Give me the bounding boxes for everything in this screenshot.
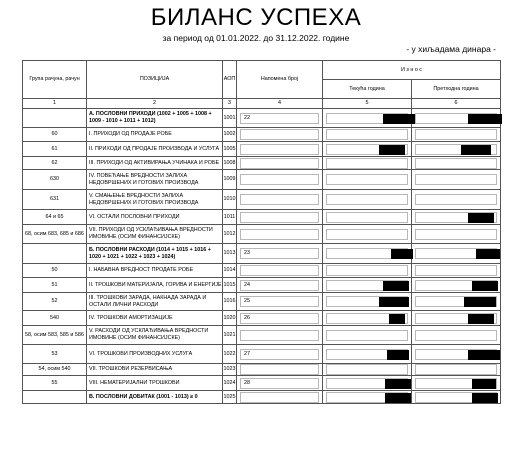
aop-cell: 1021	[223, 326, 237, 345]
account-group-cell: 60	[23, 128, 87, 142]
position-cell: А. ПОСЛОВНИ ПРИХОДИ (1002 + 1005 + 1008 + 1009 - 1010 + 1011 + 1012)	[87, 109, 223, 128]
note-cell	[237, 345, 323, 364]
current-year-field[interactable]	[326, 280, 408, 291]
previous-year-field[interactable]	[415, 144, 497, 155]
column-number: 1	[23, 99, 87, 109]
aop-cell: 1008	[223, 157, 237, 170]
current-year-field[interactable]	[326, 378, 408, 389]
redaction-block	[468, 213, 494, 223]
current-year-cell	[323, 391, 412, 404]
position-cell: V. РАСХОДИ ОД УСКЛАЂИВАЊА ВРЕДНОСТИ ИМОВИНЕ (ОСИМ ФИНАНСИЈСКЕ)	[87, 326, 223, 345]
redaction-block	[464, 297, 496, 307]
account-group-cell: 50	[23, 264, 87, 278]
note-number: 24	[244, 281, 250, 288]
position-cell: Б. ПОСЛОВНИ РАСХОДИ (1014 + 1015 + 1016 + 1020 + 1021 + 1022 + 1023 + 1024)	[87, 244, 223, 264]
note-cell	[237, 142, 323, 157]
position-cell: II. ТРОШКОВИ МАТЕРИЈАЛА, ГОРИВА И ЕНЕРГИЈЕ	[87, 278, 223, 293]
aop-cell: 1005	[223, 142, 237, 157]
note-field[interactable]	[240, 296, 319, 307]
position-cell: VI. ОСТАЛИ ПОСЛОВНИ ПРИХОДИ	[87, 210, 223, 225]
table-row	[23, 311, 501, 326]
note-field[interactable]	[240, 280, 319, 291]
aop-cell: 1009	[223, 170, 237, 190]
current-year-field[interactable]	[326, 229, 408, 240]
previous-year-field[interactable]	[415, 265, 497, 276]
position-cell: I. НАБАВНА ВРЕДНОСТ ПРОДАТЕ РОБЕ	[87, 264, 223, 278]
account-group-cell: 54, осим 540	[23, 364, 87, 376]
previous-year-cell	[412, 128, 501, 142]
account-group-cell: 68, осим 683, 685 и 686	[23, 225, 87, 244]
account-group-cell	[23, 391, 87, 404]
note-field[interactable]	[240, 129, 319, 140]
previous-year-cell	[412, 170, 501, 190]
header-previous-year: Претходна година	[412, 80, 501, 99]
position-cell: В. ПОСЛОВНИ ДОБИТАК (1001 - 1013) ≥ 0	[87, 391, 223, 404]
current-year-cell	[323, 293, 412, 311]
redaction-block	[383, 114, 415, 124]
current-year-field[interactable]	[326, 194, 408, 205]
previous-year-cell	[412, 157, 501, 170]
redaction-block	[391, 249, 413, 259]
current-year-field[interactable]	[326, 265, 408, 276]
previous-year-cell	[412, 391, 501, 404]
aop-cell: 1011	[223, 210, 237, 225]
note-cell	[237, 311, 323, 326]
previous-year-cell	[412, 311, 501, 326]
table-row	[23, 293, 501, 311]
table-row	[23, 244, 501, 264]
column-number: 5	[323, 99, 412, 109]
note-field[interactable]	[240, 158, 319, 169]
aop-cell: 1020	[223, 311, 237, 326]
note-field[interactable]	[240, 144, 319, 155]
redaction-block	[383, 281, 409, 291]
note-field[interactable]	[240, 378, 319, 389]
current-year-field[interactable]	[326, 392, 408, 403]
position-cell: III. ПРИХОДИ ОД АКТИВИРАЊА УЧИНАКА И РОБЕ	[87, 157, 223, 170]
table-row	[23, 264, 501, 278]
redaction-block	[385, 393, 411, 403]
aop-cell: 1016	[223, 293, 237, 311]
table-row	[23, 345, 501, 364]
note-cell	[237, 210, 323, 225]
report-title: БИЛАНС УСПЕХА	[150, 4, 362, 31]
previous-year-cell	[412, 376, 501, 391]
previous-year-field[interactable]	[415, 280, 497, 291]
current-year-cell	[323, 142, 412, 157]
note-cell	[237, 293, 323, 311]
current-year-cell	[323, 190, 412, 210]
account-group-cell: 540	[23, 311, 87, 326]
table-row	[23, 376, 501, 391]
note-cell	[237, 326, 323, 345]
account-group-cell: 61	[23, 142, 87, 157]
report-period: за период од 01.01.2022. до 31.12.2022. године	[162, 33, 350, 43]
note-field[interactable]	[240, 392, 319, 403]
redaction-block	[468, 114, 502, 124]
previous-year-field[interactable]	[415, 296, 497, 307]
aop-cell: 1012	[223, 225, 237, 244]
header-aop: АОП	[223, 61, 237, 99]
current-year-cell	[323, 264, 412, 278]
note-cell	[237, 376, 323, 391]
note-number: 22	[244, 114, 250, 121]
table-row	[23, 278, 501, 293]
redaction-block	[468, 350, 500, 360]
position-cell: III. ТРОШКОВИ ЗАРАДА, НАКНАДА ЗАРАДА И ОСТАЛИ ЛИЧНИ РАСХОДИ	[87, 293, 223, 311]
note-cell	[237, 244, 323, 264]
previous-year-cell	[412, 210, 501, 225]
current-year-field[interactable]	[326, 296, 408, 307]
current-year-field[interactable]	[326, 144, 408, 155]
aop-cell: 1024	[223, 376, 237, 391]
previous-year-field[interactable]	[415, 229, 497, 240]
account-group-cell: 64 и 65	[23, 210, 87, 225]
column-number: 3	[223, 99, 237, 109]
previous-year-cell	[412, 225, 501, 244]
redaction-block	[476, 249, 500, 259]
aop-cell: 1001	[223, 109, 237, 128]
current-year-cell	[323, 225, 412, 244]
previous-year-field[interactable]	[415, 248, 497, 259]
table-row	[23, 190, 501, 210]
currency-units: - у хиљадама динара -	[406, 44, 496, 54]
note-cell	[237, 109, 323, 128]
column-number: 2	[87, 99, 223, 109]
previous-year-field[interactable]	[415, 313, 497, 324]
table-row	[23, 157, 501, 170]
previous-year-cell	[412, 293, 501, 311]
aop-cell: 1025	[223, 391, 237, 404]
aop-cell: 1023	[223, 364, 237, 376]
current-year-field[interactable]	[326, 174, 408, 185]
previous-year-cell	[412, 244, 501, 264]
note-number: 25	[244, 298, 250, 304]
aop-cell: 1002	[223, 128, 237, 142]
position-cell: II. ПРИХОДИ ОД ПРОДАЈЕ ПРОИЗВОДА И УСЛУГА	[87, 142, 223, 157]
note-field[interactable]	[240, 174, 319, 185]
note-number: 26	[244, 314, 250, 321]
note-field[interactable]	[240, 229, 319, 240]
previous-year-cell	[412, 264, 501, 278]
note-field[interactable]	[240, 212, 319, 223]
current-year-cell	[323, 128, 412, 142]
note-field[interactable]	[240, 113, 319, 124]
redaction-block	[472, 393, 498, 403]
table-row	[23, 225, 501, 244]
account-group-cell: 58, осим 583, 585 и 586	[23, 326, 87, 345]
previous-year-field[interactable]	[415, 364, 497, 375]
table-row	[23, 391, 501, 404]
note-cell	[237, 264, 323, 278]
previous-year-field[interactable]	[415, 349, 497, 360]
table-row	[23, 109, 501, 128]
redaction-block	[389, 314, 405, 324]
current-year-cell	[323, 244, 412, 264]
redaction-block	[379, 145, 405, 155]
account-group-cell: 51	[23, 278, 87, 293]
current-year-cell	[323, 278, 412, 293]
previous-year-cell	[412, 345, 501, 364]
table-row	[23, 210, 501, 225]
note-cell	[237, 170, 323, 190]
table-row	[23, 170, 501, 190]
current-year-cell	[323, 311, 412, 326]
position-cell: VI. ТРОШКОВИ ПРОИЗВОДНИХ УСЛУГА	[87, 345, 223, 364]
income-statement-table	[22, 60, 501, 404]
position-cell: V. СМАЊЕЊЕ ВРЕДНОСТИ ЗАЛИХА НЕДОВРШЕНИХ И ГОТОВИХ ПРОИЗВОДА	[87, 190, 223, 210]
previous-year-field[interactable]	[415, 392, 497, 403]
table-body	[23, 109, 501, 404]
current-year-cell	[323, 109, 412, 128]
redaction-block	[468, 314, 494, 324]
header-position: ПОЗИЦИЈА	[87, 61, 223, 99]
position-cell: VII. ТРОШКОВИ РЕЗЕРВИСАЊА	[87, 364, 223, 376]
note-cell	[237, 278, 323, 293]
redaction-block	[472, 281, 498, 291]
aop-cell: 1014	[223, 264, 237, 278]
note-cell	[237, 128, 323, 142]
note-field[interactable]	[240, 364, 319, 375]
table-row	[23, 364, 501, 376]
note-cell	[237, 364, 323, 376]
position-cell: VII. ПРИХОДИ ОД УСКЛАЂИВАЊА ВРЕДНОСТИ ИМОВИНЕ (ОСИМ ФИНАНСИЈСКЕ)	[87, 225, 223, 244]
note-number: 28	[244, 379, 250, 386]
redaction-block	[461, 145, 491, 155]
redaction-block	[387, 350, 409, 360]
previous-year-field[interactable]	[415, 129, 497, 140]
current-year-cell	[323, 326, 412, 345]
current-year-field[interactable]	[326, 364, 408, 375]
previous-year-field[interactable]	[415, 330, 497, 341]
note-field[interactable]	[240, 248, 319, 259]
redaction-block	[379, 297, 409, 307]
previous-year-field[interactable]	[415, 212, 497, 223]
note-number: 27	[244, 350, 250, 357]
current-year-field[interactable]	[326, 113, 408, 124]
note-cell	[237, 225, 323, 244]
account-group-cell: 53	[23, 345, 87, 364]
note-cell	[237, 157, 323, 170]
note-cell	[237, 190, 323, 210]
column-number: 6	[412, 99, 501, 109]
position-cell: IV. ТРОШКОВИ АМОРТИЗАЦИЈЕ	[87, 311, 223, 326]
aop-cell: 1022	[223, 345, 237, 364]
position-cell: I. ПРИХОДИ ОД ПРОДАЈЕ РОБЕ	[87, 128, 223, 142]
previous-year-cell	[412, 364, 501, 376]
previous-year-field[interactable]	[415, 194, 497, 205]
current-year-cell	[323, 210, 412, 225]
current-year-field[interactable]	[326, 349, 408, 360]
current-year-field[interactable]	[326, 158, 408, 169]
redaction-block	[385, 379, 411, 389]
account-group-cell	[23, 109, 87, 128]
aop-cell: 1010	[223, 190, 237, 210]
account-group-cell: 631	[23, 190, 87, 210]
current-year-cell	[323, 345, 412, 364]
previous-year-field[interactable]	[415, 113, 497, 124]
header-account-group: Група рачуна, рачун	[23, 61, 87, 99]
previous-year-cell	[412, 278, 501, 293]
previous-year-cell	[412, 109, 501, 128]
current-year-field[interactable]	[326, 313, 408, 324]
header-amount: И з н о с	[323, 61, 501, 80]
note-field[interactable]	[240, 313, 319, 324]
previous-year-field[interactable]	[415, 378, 497, 389]
current-year-field[interactable]	[326, 248, 408, 259]
note-cell	[237, 391, 323, 404]
current-year-field[interactable]	[326, 330, 408, 341]
column-number: 4	[237, 99, 323, 109]
account-group-cell: 52	[23, 293, 87, 311]
current-year-cell	[323, 157, 412, 170]
note-field[interactable]	[240, 330, 319, 341]
previous-year-field[interactable]	[415, 158, 497, 169]
previous-year-cell	[412, 190, 501, 210]
account-group-cell	[23, 244, 87, 264]
header-current-year: Текућа година	[323, 80, 412, 99]
current-year-field[interactable]	[326, 212, 408, 223]
account-group-cell: 55	[23, 376, 87, 391]
current-year-field[interactable]	[326, 129, 408, 140]
previous-year-cell	[412, 142, 501, 157]
position-cell: IV. ПОВЕЋАЊЕ ВРЕДНОСТИ ЗАЛИХА НЕДОВРШЕНИХ И ГОТОВИХ ПРОИЗВОДА	[87, 170, 223, 190]
note-field[interactable]	[240, 349, 319, 360]
note-field[interactable]	[240, 265, 319, 276]
header-note: Напомена број	[237, 61, 323, 99]
account-group-cell: 62	[23, 157, 87, 170]
current-year-cell	[323, 170, 412, 190]
table-row	[23, 326, 501, 345]
account-group-cell: 630	[23, 170, 87, 190]
aop-cell: 1015	[223, 278, 237, 293]
previous-year-field[interactable]	[415, 174, 497, 185]
previous-year-cell	[412, 326, 501, 345]
redaction-block	[472, 379, 496, 389]
position-cell: VIII. НЕМАТЕРИЈАЛНИ ТРОШКОВИ	[87, 376, 223, 391]
table-row	[23, 128, 501, 142]
current-year-cell	[323, 376, 412, 391]
table-row	[23, 142, 501, 157]
note-number: 23	[244, 250, 250, 256]
note-field[interactable]	[240, 194, 319, 205]
current-year-cell	[323, 364, 412, 376]
aop-cell: 1013	[223, 244, 237, 264]
